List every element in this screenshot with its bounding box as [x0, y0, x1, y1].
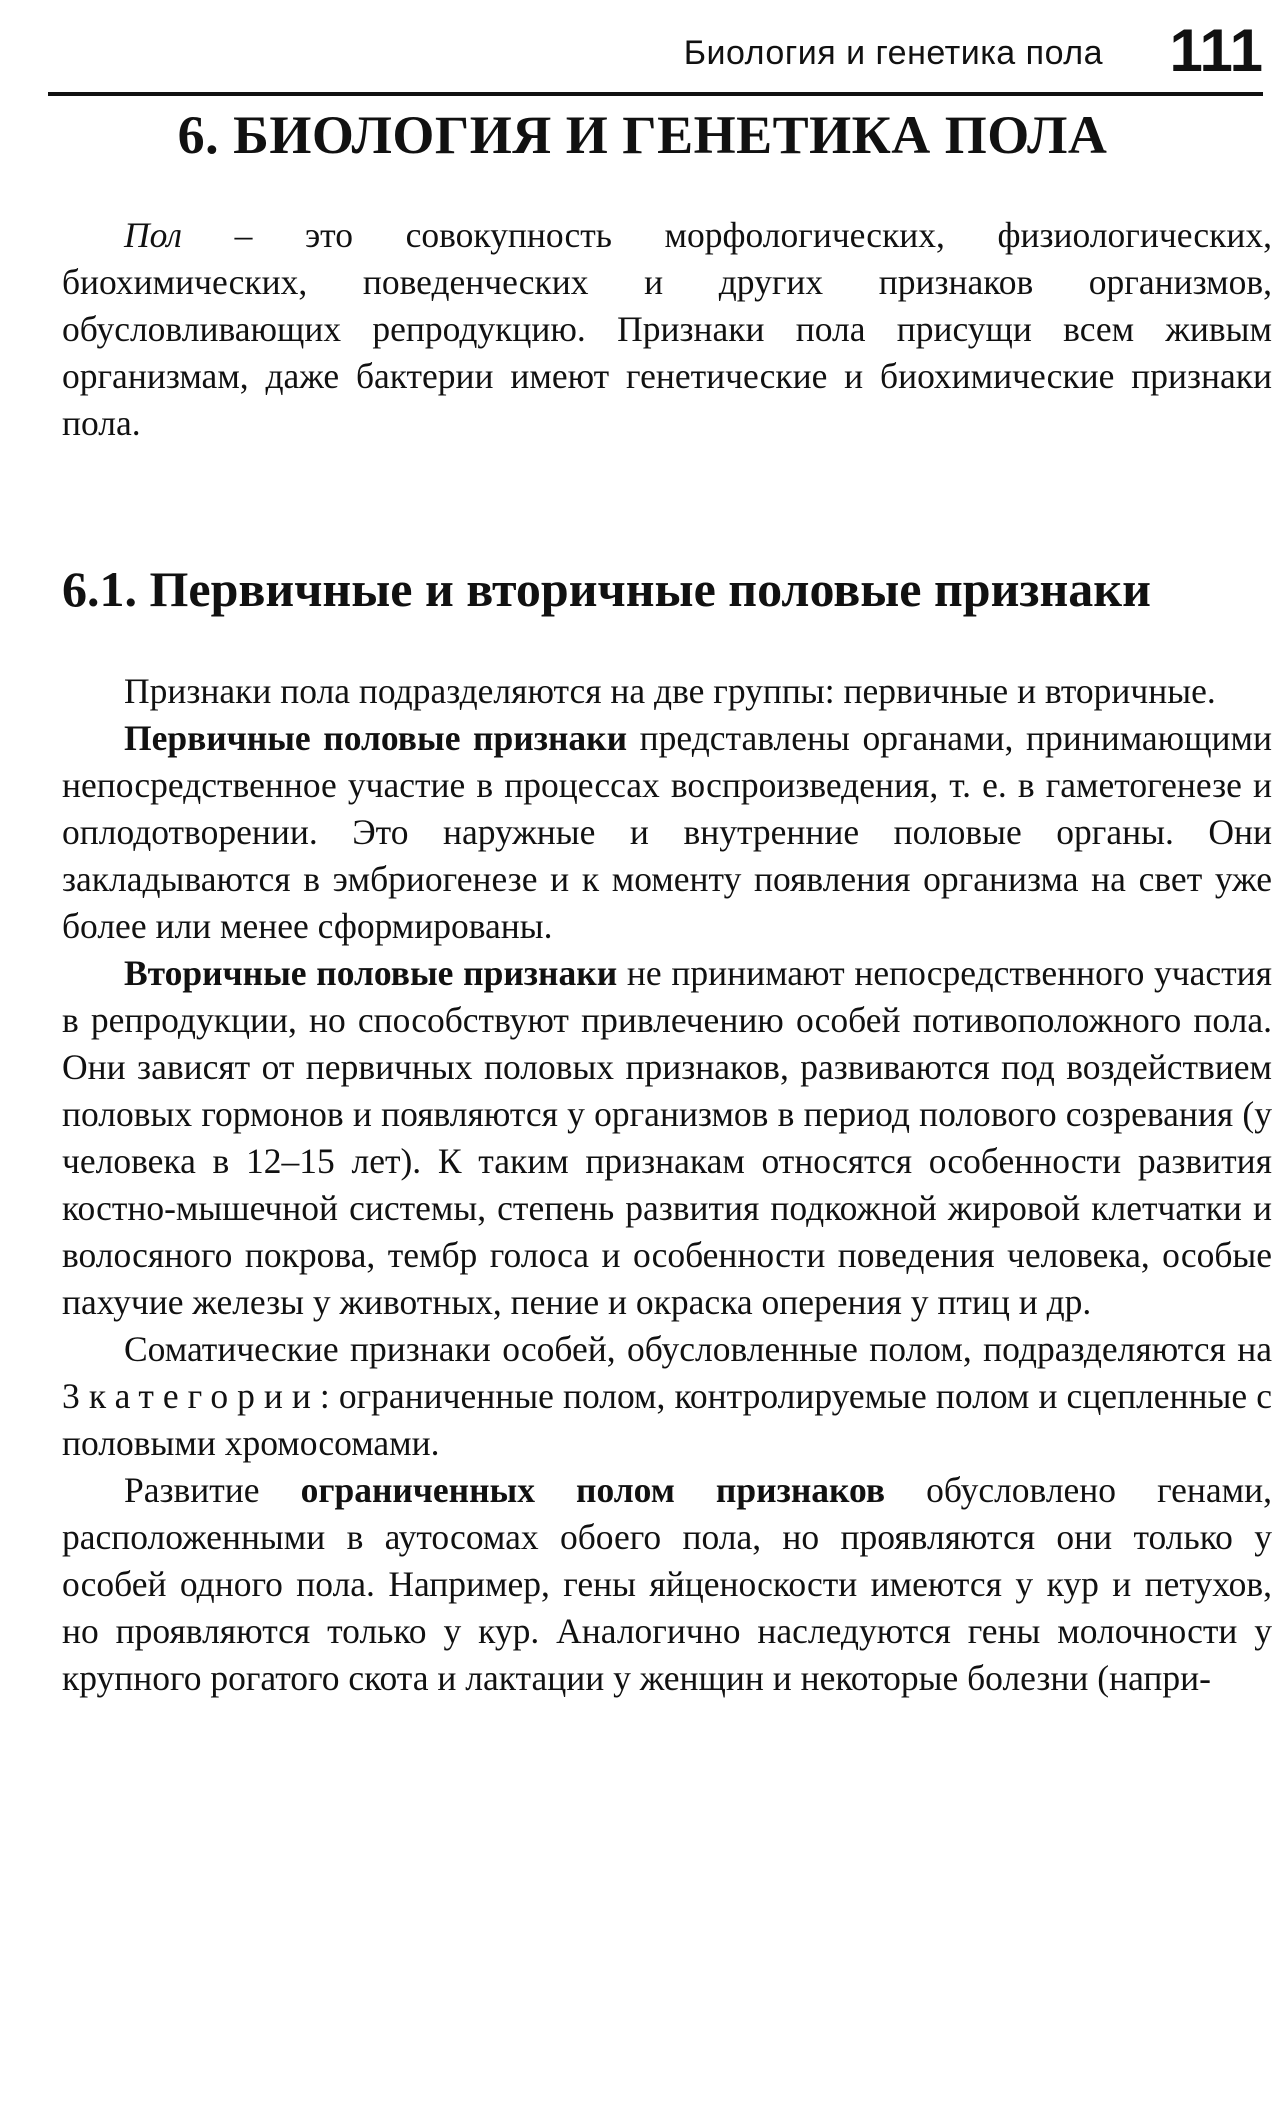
section-body [62, 668, 1272, 1702]
term-sex: Пол [124, 215, 182, 255]
sex-limited-before: Развитие [124, 1470, 301, 1510]
paragraph-sex-limited [62, 1467, 1272, 1702]
somatic-text-after: : ограниченные полом, контролируемые полом и сцепленные с половыми хромосомами. [62, 1376, 1272, 1463]
intro-text: – это совокупность морфологических, физиологических, биохимических, поведенческих и других признаков организмов, обусловливающих репродукцию. Признаки пола присущи всем живым организмам, даже бактерии имеют генетические и биохимические признаки пола. [62, 215, 1272, 443]
paragraph-secondary [62, 950, 1272, 1326]
term-secondary-traits: Вторичные половые признаки [124, 953, 618, 993]
running-title: Биология и генетика пола [683, 34, 1103, 72]
paragraph-primary [62, 715, 1272, 950]
primary-text: представлены органами, принимающими непосредственное участие в процессах воспроизведения, т. е. в гаметогенезе и оплодотворении. Это наружные и внутренние половые органы. Они закладываются в эмбриогенезе и к моменту появления организма на свет уже более или менее сформированы. [62, 718, 1272, 946]
secondary-text: не принимают непосредственного участия в репродукции, но способствуют привлечению особей потивоположного пола. Они зависят от первичных половых признаков, развиваются под воздействием половых гормонов и появляются у организмов в период полового созревания (у человека в 12–15 лет). К таким признакам относятся особенности развития костно-мышечной системы, степень развития подкожной жировой клетчатки и волосяного покрова, тембр голоса и особенности поведения человека, особые пахучие железы у животных, пение и окраска оперения у птиц и др. [62, 953, 1272, 1322]
chapter-title: 6. БИОЛОГИЯ И ГЕНЕТИКА ПОЛА [177, 105, 1108, 165]
term-categories: категории [88, 1376, 320, 1416]
term-primary-traits: Первичные половые признаки [124, 718, 628, 758]
section-title: 6.1. Первичные и вторичные половые признаки [62, 561, 1151, 617]
intro-paragraph [62, 212, 1272, 447]
paragraph-somatic [62, 1326, 1272, 1467]
chapter-intro [62, 212, 1272, 447]
paragraph-groups: Признаки пола подразделяются на две группы: первичные и вторичные. [124, 671, 1216, 711]
page-number: 111 [1169, 17, 1263, 84]
running-header [48, 17, 1263, 96]
somatic-text-before: Соматические признаки особей, обусловленные полом, подразделяются на 3 [62, 1329, 1272, 1416]
sex-limited-after: обусловлено генами, расположенными в аутосомах обоего пола, но проявляются они только у особей одного пола. Например, гены яйценоскости имеются у кур и петухов, но проявляются только у кур. Аналогично наследуются гены молочности у крупного рогатого скота и лактации у женщин и некоторые болезни (напри- [62, 1470, 1273, 1698]
term-sex-limited-traits: ограниченных полом признаков [300, 1470, 886, 1510]
